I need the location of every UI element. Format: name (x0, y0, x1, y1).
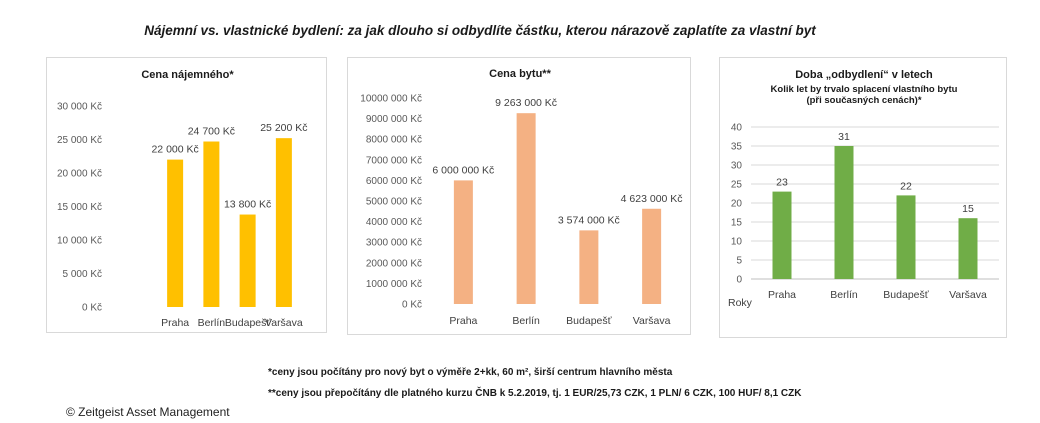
bar-budapešť (897, 195, 916, 279)
chart-panel-years (719, 57, 1007, 338)
y-tick-label: 25 (730, 179, 742, 191)
y-tick-label: 10000 000 Kč (360, 93, 422, 105)
y-tick-label: 20 (730, 198, 742, 210)
x-category-label: Praha (161, 317, 190, 329)
y-tick-label: 7000 000 Kč (365, 155, 422, 167)
bar-berlín (517, 113, 536, 304)
chart-title: Cena bytu** (489, 68, 551, 80)
x-category-label: Praha (767, 289, 797, 301)
main-title: Nájemní vs. vlastnické bydlení: za jak dlouho si odbydlíte částku, kterou nárazově zaplatíte za vlastní byt (144, 23, 816, 38)
y-tick-label: 15 (730, 217, 742, 229)
data-label: 23 (776, 176, 788, 189)
y-tick-label: 40 (730, 122, 742, 134)
chart-panel-price (347, 57, 691, 335)
chart-title: Doba „odbydlení“ v letech (795, 69, 933, 81)
bar-praha (454, 180, 473, 304)
y-tick-label: 1000 000 Kč (365, 278, 422, 290)
bar-budapešť (240, 215, 256, 307)
bar-budapešť (579, 230, 598, 304)
chart-panel-rent (46, 57, 327, 333)
data-label: 9 263 000 Kč (495, 97, 558, 110)
x-category-label: Budapešť (883, 289, 929, 301)
chart-subtitle: (při současných cenách)* (806, 95, 922, 106)
y-axis-unit-label: Roky (728, 297, 752, 309)
data-label: 22 000 Kč (151, 143, 199, 156)
y-tick-label: 6000 000 Kč (365, 175, 422, 187)
y-tick-label: 15 000 Kč (56, 202, 102, 213)
y-tick-label: 30 000 Kč (56, 101, 102, 113)
y-tick-label: 5 (736, 255, 742, 267)
data-label: 4 623 000 Kč (620, 192, 683, 205)
data-label: 24 700 Kč (187, 125, 236, 138)
data-label: 22 (900, 180, 912, 193)
bar-varšava (642, 209, 661, 304)
y-tick-label: 3000 000 Kč (365, 237, 422, 249)
y-tick-label: 4000 000 Kč (365, 217, 422, 229)
y-tick-label: 9000 000 Kč (365, 114, 422, 126)
data-label: 6 000 000 Kč (432, 164, 495, 177)
data-label: 25 200 Kč (260, 122, 308, 135)
y-tick-label: 10 000 Kč (56, 235, 102, 247)
rent-chart (47, 58, 328, 334)
x-category-label: Berlín (830, 289, 858, 301)
y-tick-label: 35 (730, 141, 742, 153)
y-tick-label: 0 Kč (401, 299, 422, 311)
bar-varšava (276, 138, 292, 307)
copyright: © Zeitgeist Asset Management (66, 405, 230, 419)
payback-years-chart (720, 58, 1008, 339)
y-tick-label: 30 (730, 160, 742, 172)
x-category-label: Budapešť (566, 315, 612, 327)
flat-price-chart (348, 58, 692, 336)
y-tick-label: 10 (730, 236, 742, 248)
x-category-label: Berlín (197, 317, 226, 329)
y-tick-label: 2000 000 Kč (365, 258, 422, 270)
data-label: 3 574 000 Kč (557, 214, 620, 227)
x-category-label: Berlín (512, 315, 540, 327)
data-label: 13 800 Kč (223, 198, 272, 211)
footnote-1: *ceny jsou počítány pro nový byt o výměře 2+kk, 60 m², širší centrum hlavního města (268, 367, 673, 378)
y-tick-label: 20 000 Kč (56, 168, 102, 180)
y-tick-label: 0 (736, 274, 742, 286)
x-category-label: Budapešť (224, 317, 271, 329)
bar-berlín (203, 142, 219, 307)
y-tick-label: 25 000 Kč (56, 135, 102, 146)
bar-praha (167, 160, 183, 307)
bar-berlín (835, 146, 854, 279)
y-tick-label: 5 000 Kč (62, 269, 102, 280)
data-label: 31 (838, 131, 850, 143)
x-category-label: Varšava (632, 315, 671, 327)
x-category-label: Varšava (265, 317, 303, 329)
data-label: 15 (962, 203, 974, 216)
chart-title: Cena nájemného* (141, 69, 234, 81)
bar-praha (773, 192, 792, 279)
x-category-label: Praha (449, 315, 478, 327)
x-category-label: Varšava (949, 289, 987, 301)
y-tick-label: 0 Kč (81, 302, 102, 314)
chart-subtitle: Kolik let by trvalo splacení vlastního bytu (770, 84, 958, 95)
y-tick-label: 8000 000 Kč (365, 134, 422, 146)
bar-varšava (959, 218, 978, 279)
footnote-2: **ceny jsou přepočítány dle platného kurzu ČNB k 5.2.2019, tj. 1 EUR/25,73 CZK, 1 PLN/ 6 CZK, 100 HUF/ 8,1 CZK (268, 388, 802, 399)
y-tick-label: 5000 000 Kč (365, 196, 422, 208)
